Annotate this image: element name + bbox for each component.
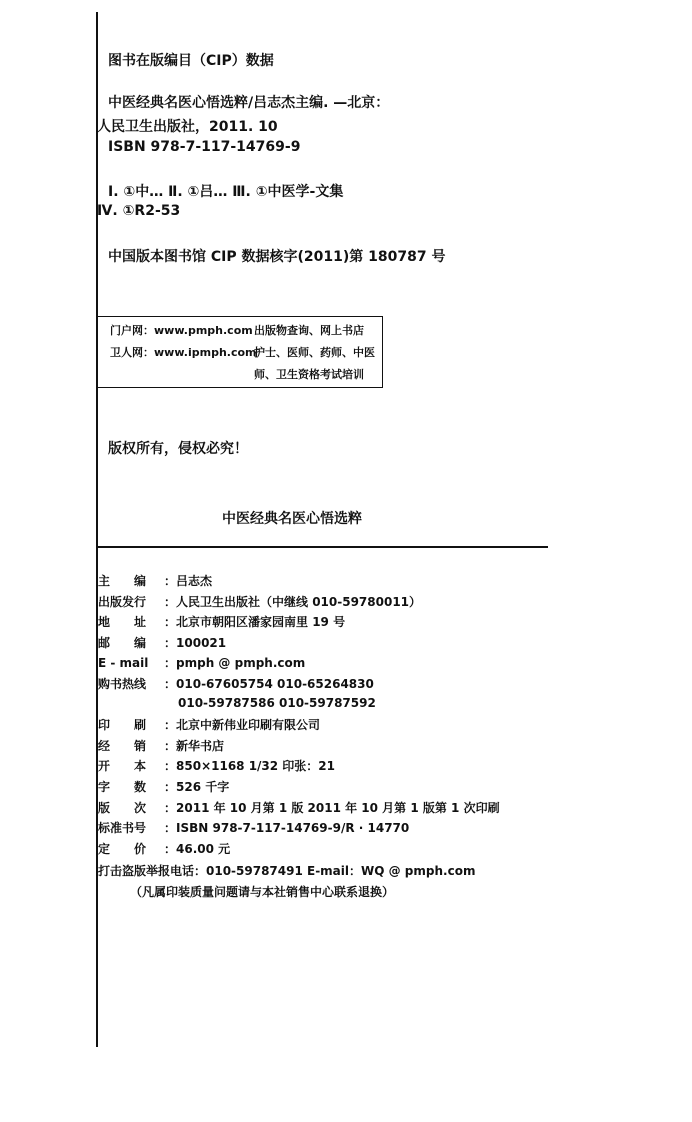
colophon-label: 印 刷 <box>98 718 147 733</box>
colophon-row <box>98 737 224 754</box>
colon: ： <box>164 780 177 794</box>
colophon-row <box>98 593 421 610</box>
colophon-label: 出版发行 <box>98 594 147 609</box>
colophon-row <box>98 840 230 857</box>
box-right-line: 师、卫生资格考试培训 <box>254 368 364 381</box>
colon: ： <box>164 656 177 671</box>
colon: ： <box>164 800 177 815</box>
colophon-value: 010-67605754 010-65264830 <box>176 677 374 691</box>
colophon-label: 字 数 <box>98 780 147 794</box>
colophon-label: 定 价 <box>98 841 147 856</box>
colophon-label: 版 次 <box>98 800 147 815</box>
colophon-row <box>98 634 226 651</box>
cip-record: 中国版本图书馆 CIP 数据核字(2011)第 180787 号 <box>108 249 446 265</box>
cip-class2: Ⅳ. ①R2-53 <box>97 203 181 219</box>
colophon-value: 人民卫生出版社（中继线 010-59780011） <box>176 594 422 609</box>
colophon-value: 100021 <box>176 635 227 650</box>
colon: ： <box>164 677 177 691</box>
colophon-label: 标准书号 <box>98 821 147 836</box>
colophon-row <box>98 799 500 816</box>
colophon-row <box>98 716 320 733</box>
colophon-value: 2011 年 10 月第 1 版 2011 年 10 月第 1 版第 1 次印刷 <box>176 800 500 815</box>
colon: ： <box>164 738 177 753</box>
cip-isbn: ISBN 978-7-117-14769-9 <box>108 139 301 155</box>
book-title: 中医经典名医心悟选粹 <box>222 511 362 527</box>
colophon-value: 吕志杰 <box>176 574 213 588</box>
cip-line2: 人民卫生出版社，2011. 10 <box>97 119 278 135</box>
colophon-label: 开 本 <box>98 759 147 774</box>
colophon-row <box>98 757 335 774</box>
colophon-row <box>98 572 212 589</box>
cip-class1: Ⅰ. ①中… Ⅱ. ①吕… Ⅲ. ①中医学-文集 <box>108 184 344 200</box>
margin-rule <box>96 12 98 1047</box>
colophon-row <box>98 613 345 630</box>
colon: ： <box>164 759 177 774</box>
ipmph-site: 卫人网：www.ipmph.com <box>110 346 257 359</box>
colophon-value: 010-59787586 010-59787592 <box>178 695 376 710</box>
colophon-label: 邮 编 <box>98 635 147 650</box>
antipiracy-line: 打击盗版举报电话：010-59787491 E-mail：WQ @ pmph.com <box>98 864 476 878</box>
colophon-value: 850×1168 1/32 印张：21 <box>176 759 336 774</box>
colophon-value: 526 千字 <box>176 780 230 794</box>
box-right-line: 出版物查询、网上书店 <box>254 324 364 337</box>
colophon-value: ISBN 978-7-117-14769-9/R · 14770 <box>176 821 410 836</box>
colophon-label: 经 销 <box>98 738 147 753</box>
website-info-box <box>97 316 383 388</box>
portal-site: 门户网：www.pmph.com <box>110 324 253 337</box>
cip-heading: 图书在版编目（CIP）数据 <box>108 53 274 69</box>
colophon-row <box>98 654 305 671</box>
colophon-value: pmph @ pmph.com <box>176 656 306 671</box>
colophon-row <box>98 675 374 692</box>
colon: ： <box>164 821 177 836</box>
colophon-value: 新华书店 <box>176 738 225 753</box>
colophon-label: 购书热线 <box>98 677 147 691</box>
colophon-value: 北京市朝阳区潘家园南里 19 号 <box>176 615 346 630</box>
colon: ： <box>164 841 177 856</box>
copyright-notice: 版权所有，侵权必究！ <box>108 441 248 457</box>
colon: ： <box>164 615 177 630</box>
colon: ： <box>164 635 177 650</box>
colophon-value: 北京中新伟业印刷有限公司 <box>176 718 321 733</box>
colophon-row <box>98 778 229 795</box>
colon: ： <box>164 718 177 733</box>
colon: ： <box>164 594 177 609</box>
colophon-label: 主 编 <box>98 574 147 588</box>
colophon-row <box>98 696 376 710</box>
colon: ： <box>164 574 177 588</box>
box-right-line: 护士、医师、药师、中医 <box>254 346 375 359</box>
title-divider <box>96 546 548 548</box>
cip-line1: 中医经典名医心悟选粹/吕志杰主编. —北京： <box>108 95 390 111</box>
colophon-value: 46.00 元 <box>176 841 231 856</box>
quality-notice: （凡属印装质量问题请与本社销售中心联系退换） <box>130 885 395 899</box>
colophon-label: 地 址 <box>98 615 147 630</box>
colophon-label: E - mail <box>98 656 149 671</box>
colophon-row <box>98 819 409 836</box>
